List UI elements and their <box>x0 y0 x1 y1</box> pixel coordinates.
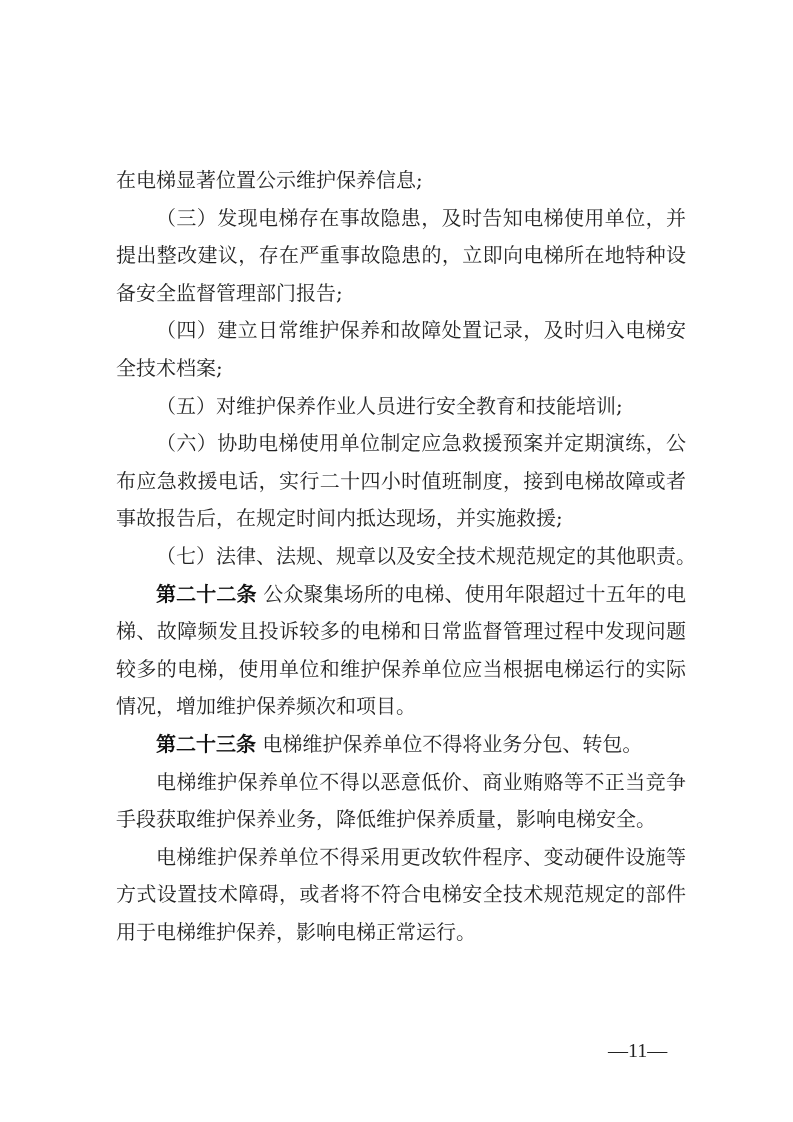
text-line: 事故报告后，在规定时间内抵达现场，并实施救援; <box>116 506 563 531</box>
text-line: 情况，增加维护保养频次和项目。 <box>116 694 416 719</box>
article-23-text: 电梯维护保养单位不得将业务分包、转包。 <box>256 731 643 756</box>
text-line: 方式设置技术障碍，或者将不符合电梯安全技术规范规定的部件 <box>116 882 686 907</box>
article-22-heading: 第二十二条 <box>156 581 257 606</box>
article-22-text: 公众聚集场所的电梯、使用年限超过十五年的电 <box>256 581 687 606</box>
text-line: 用于电梯维护保养，影响电梯正常运行。 <box>116 919 476 944</box>
text-line: （四）建立日常维护保养和故障处置记录，及时归入电梯安 <box>156 318 686 343</box>
article-23-heading: 第二十三条 <box>156 731 256 756</box>
text-line: （三）发现电梯存在事故隐患，及时告知电梯使用单位，并 <box>156 205 686 230</box>
page-number: —11— <box>608 1040 668 1062</box>
article-22-first-line <box>116 576 686 614</box>
text-line: 较多的电梯，使用单位和维护保养单位应当根据电梯运行的实际 <box>116 656 686 681</box>
body-text <box>116 162 696 951</box>
text-line: 全技术档案; <box>116 355 223 380</box>
text-line: 手段获取维护保养业务，降低维护保养质量，影响电梯安全。 <box>116 807 656 832</box>
text-line: （六）协助电梯使用单位制定应急救援预案并定期演练，公 <box>156 431 686 456</box>
text-line: 电梯维护保养单位不得以恶意低价、商业贿赂等不正当竞争 <box>156 769 686 794</box>
text-line: 梯、故障频发且投诉较多的电梯和日常监督管理过程中发现问题 <box>116 619 686 644</box>
text-line: 电梯维护保养单位不得采用更改软件程序、变动硬件设施等 <box>156 844 686 869</box>
text-line: 提出整改建议，存在严重事故隐患的，立即向电梯所在地特种设 <box>116 243 686 268</box>
text-line: （七）法律、法规、规章以及安全技术规范规定的其他职责。 <box>156 543 696 568</box>
text-line: 布应急救援电话，实行二十四小时值班制度，接到电梯故障或者 <box>116 468 686 493</box>
text-line: （五）对维护保养作业人员进行安全教育和技能培训; <box>156 393 623 418</box>
text-line: 在电梯显著位置公示维护保养信息; <box>116 168 423 192</box>
text-line: 备安全监督管理部门报告; <box>116 280 343 305</box>
article-23-first-line <box>116 726 686 764</box>
